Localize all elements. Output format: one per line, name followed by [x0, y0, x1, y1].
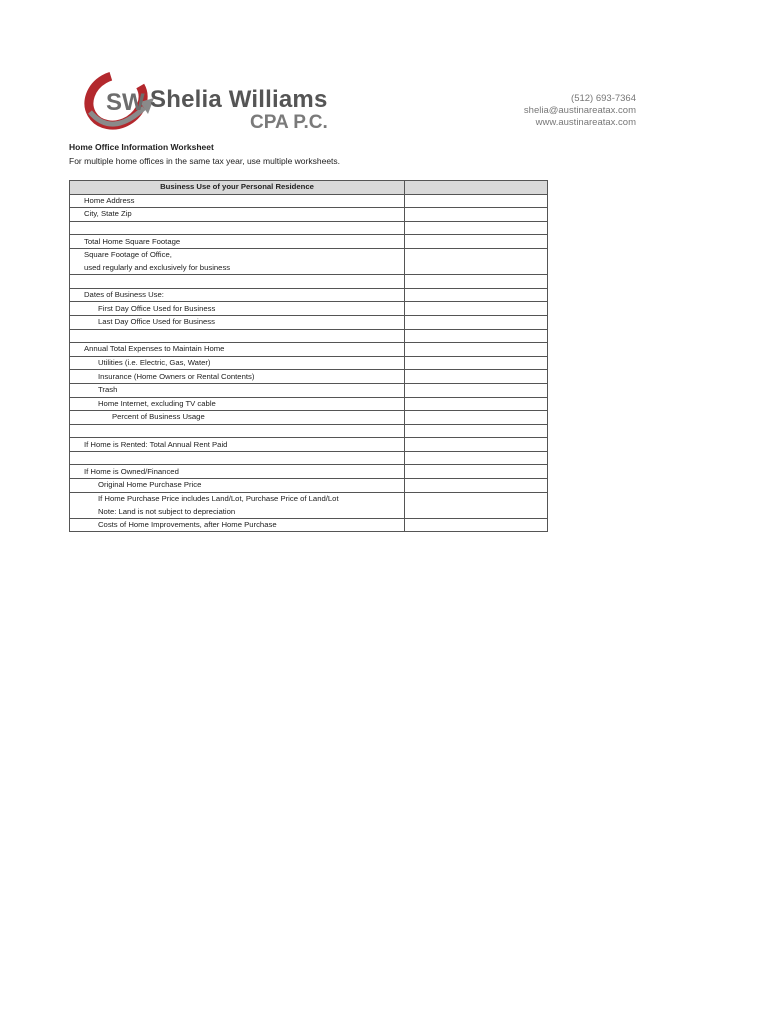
worksheet-row-value-field[interactable] — [405, 302, 548, 316]
worksheet-row-label — [70, 424, 405, 438]
worksheet-row-value-field[interactable] — [405, 248, 548, 274]
worksheet-row-value-field[interactable] — [405, 343, 548, 357]
worksheet-row-value-field[interactable] — [405, 518, 548, 532]
worksheet-row-label: Trash — [70, 383, 405, 397]
worksheet-row-label: Home Internet, excluding TV cable — [70, 397, 405, 411]
worksheet-row — [70, 329, 548, 343]
worksheet-row-label: City, State Zip — [70, 208, 405, 222]
worksheet-row — [70, 424, 548, 438]
worksheet-row-value-field[interactable] — [405, 411, 548, 425]
worksheet-row — [70, 370, 548, 384]
worksheet-row — [70, 343, 548, 357]
worksheet-row — [70, 248, 548, 261]
worksheet-row-label: First Day Office Used for Business — [70, 302, 405, 316]
worksheet-row — [70, 383, 548, 397]
worksheet-row — [70, 397, 548, 411]
worksheet-row-label: If Home Purchase Price includes Land/Lot, Purchase Price of Land/Lot — [70, 492, 405, 505]
worksheet-row-label: Original Home Purchase Price — [70, 479, 405, 493]
worksheet-row-label — [70, 221, 405, 235]
worksheet-row-label: Insurance (Home Owners or Rental Contents) — [70, 370, 405, 384]
worksheet-row-label: used regularly and exclusively for business — [70, 262, 405, 275]
svg-text:SW: SW — [106, 89, 145, 116]
worksheet-row — [70, 221, 548, 235]
worksheet-row — [70, 492, 548, 505]
worksheet-row-value-field[interactable] — [405, 370, 548, 384]
logo-subtitle: CPA P.C. — [250, 112, 328, 133]
worksheet-row-value-field[interactable] — [405, 465, 548, 479]
worksheet-row-value-field[interactable] — [405, 492, 548, 518]
worksheet-row-label: Percent of Business Usage — [70, 411, 405, 425]
document-title: Home Office Information Worksheet — [69, 142, 214, 152]
worksheet-row-value-field[interactable] — [405, 397, 548, 411]
worksheet-row-value-field[interactable] — [405, 438, 548, 452]
worksheet-row-value-field[interactable] — [405, 329, 548, 343]
worksheet-row — [70, 194, 548, 208]
worksheet-row — [70, 315, 548, 329]
worksheet-row-label — [70, 329, 405, 343]
worksheet-row-value-field[interactable] — [405, 315, 548, 329]
worksheet-header-row — [70, 181, 548, 195]
worksheet-row-value-field[interactable] — [405, 424, 548, 438]
worksheet-header-value — [405, 181, 548, 195]
logo-name: Shelia Williams — [150, 86, 328, 113]
worksheet-row-label: Total Home Square Footage — [70, 235, 405, 249]
worksheet-row — [70, 356, 548, 370]
worksheet-row-value-field[interactable] — [405, 451, 548, 465]
worksheet-row — [70, 208, 548, 222]
worksheet-row — [70, 302, 548, 316]
worksheet-row — [70, 438, 548, 452]
worksheet-row — [70, 275, 548, 289]
worksheet-row-label: Square Footage of Office, — [70, 248, 405, 261]
worksheet-row-value-field[interactable] — [405, 208, 548, 222]
worksheet-row — [70, 465, 548, 479]
company-logo — [82, 68, 357, 134]
worksheet-row-label: Dates of Business Use: — [70, 288, 405, 302]
worksheet-row-value-field[interactable] — [405, 479, 548, 493]
contact-phone: (512) 693-7364 — [571, 93, 636, 104]
worksheet-row-value-field[interactable] — [405, 275, 548, 289]
worksheet-row-label: Costs of Home Improvements, after Home Purchase — [70, 518, 405, 532]
worksheet-row-label: Annual Total Expenses to Maintain Home — [70, 343, 405, 357]
worksheet-table — [69, 180, 548, 532]
worksheet-row-value-field[interactable] — [405, 235, 548, 249]
worksheet-row — [70, 288, 548, 302]
worksheet-row-label: Note: Land is not subject to depreciation — [70, 505, 405, 518]
sw-monogram-icon — [82, 68, 160, 134]
worksheet-row-value-field[interactable] — [405, 288, 548, 302]
worksheet-row-label — [70, 275, 405, 289]
worksheet-row-label: If Home is Rented: Total Annual Rent Paid — [70, 438, 405, 452]
worksheet-row — [70, 518, 548, 532]
worksheet-row-value-field[interactable] — [405, 221, 548, 235]
worksheet-row — [70, 235, 548, 249]
worksheet-row — [70, 479, 548, 493]
worksheet-row-value-field[interactable] — [405, 383, 548, 397]
worksheet-row-label: Last Day Office Used for Business — [70, 315, 405, 329]
worksheet-row-label: Utilities (i.e. Electric, Gas, Water) — [70, 356, 405, 370]
contact-email: shelia@austinareatax.com — [523, 105, 636, 116]
document-subtitle: For multiple home offices in the same tax year, use multiple worksheets. — [69, 156, 341, 166]
worksheet-row-label: If Home is Owned/Financed — [70, 465, 405, 479]
worksheet-row — [70, 451, 548, 465]
worksheet-row — [70, 411, 548, 425]
contact-website: www.austinareatax.com — [535, 117, 636, 128]
worksheet-row-value-field[interactable] — [405, 356, 548, 370]
worksheet-row-label: Home Address — [70, 194, 405, 208]
contact-block — [524, 93, 636, 129]
worksheet-header: Business Use of your Personal Residence — [70, 181, 405, 195]
worksheet-row-value-field[interactable] — [405, 194, 548, 208]
worksheet-row-label — [70, 451, 405, 465]
